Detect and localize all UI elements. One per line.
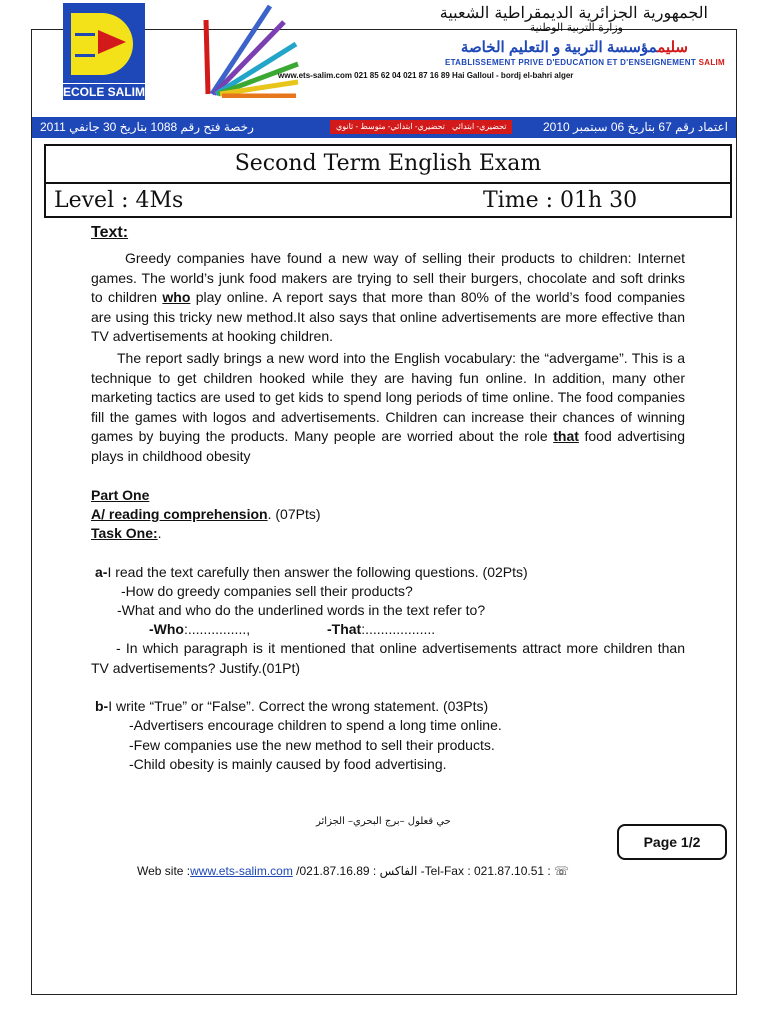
levels-badge-2: تحضيري- ابتدائي bbox=[446, 120, 512, 134]
reading-comprehension-points: . (07Pts) bbox=[267, 506, 321, 522]
part-one-heading: Part One bbox=[91, 487, 150, 503]
footer-phone-fax: /021.87.16.89 : الفاكس -Tel-Fax : 021.87.10.51 : ☏ bbox=[292, 864, 570, 878]
question-3: - In which paragraph is it mentioned that online advertisements attract more children than TV advertisements? Justify.(01Pt) bbox=[91, 640, 685, 676]
paragraph-1-part-a: Greedy companies have found a new way of selling their products to children: Internet games. The world’s junk food makers are trying to sell their burgers, chocolate and soft drinks to children bbox=[91, 250, 685, 306]
underlined-that: that bbox=[553, 428, 579, 445]
statement-1: -Advertisers encourage children to spend a long time online. bbox=[129, 717, 502, 733]
text-heading: Text: bbox=[91, 224, 129, 241]
exam-title-box bbox=[44, 144, 732, 218]
school-logo bbox=[36, 3, 144, 112]
levels-badge: تحضيري- ابتدائي- متوسط - ثانوي bbox=[330, 120, 451, 134]
that-blank: :.................. bbox=[361, 621, 436, 637]
question-a-label: a- bbox=[95, 564, 108, 580]
logo-caption: ECOLE SALIM bbox=[63, 85, 146, 99]
logo-lines bbox=[75, 33, 95, 57]
footer-arabic-address: حي قعلول –برج البحري– الجزائر bbox=[316, 816, 451, 827]
exam-time: Time : 01h 30 bbox=[483, 188, 638, 213]
french-school-suffix: SALIM bbox=[698, 58, 725, 67]
page-number-box: Page 1/2 bbox=[617, 824, 727, 860]
logo-background bbox=[63, 3, 145, 83]
question-b-instruction: I write “True” or “False”. Correct the wrong statement. (03Pts) bbox=[108, 698, 489, 714]
contact-line: www.ets-salim.com 021 85 62 04 021 87 16 89 Hai Galloul - bordj el-bahri alger bbox=[278, 71, 574, 80]
who-blank: :..............., bbox=[183, 621, 251, 637]
task-one-label: Task One: bbox=[91, 525, 158, 541]
exam-title: Second Term English Exam bbox=[234, 151, 542, 176]
reading-comprehension-label: A/ reading comprehension bbox=[91, 506, 268, 522]
reading-comprehension-line bbox=[91, 505, 321, 524]
paragraph-2-part-b: food advertising plays in childhood obesity bbox=[91, 428, 686, 464]
that-answer-line bbox=[327, 620, 435, 639]
exam-level: Level : 4Ms bbox=[54, 188, 184, 213]
website-label: Web site : bbox=[137, 864, 191, 878]
paragraph-1 bbox=[91, 249, 685, 347]
paragraph-1-part-b: play online. A report says that more than 80% of the world’s food companies are using this tricky new method.It also says that online advertisements are more effective than TV advertisements at hooking children. bbox=[91, 289, 686, 345]
who-label: -Who bbox=[149, 621, 184, 637]
pencil-red bbox=[206, 20, 208, 94]
pencils-graphic bbox=[200, 2, 300, 98]
accreditation: اعتماد رقم 67 بتاريخ 06 سبتمبر 2010 bbox=[543, 120, 728, 134]
license-band bbox=[32, 117, 736, 138]
statement-2: -Few companies use the new method to sell their products. bbox=[129, 737, 495, 753]
task-one-line bbox=[91, 524, 162, 543]
question-b-label: b- bbox=[95, 698, 109, 714]
title-divider bbox=[46, 182, 730, 184]
french-school-prefix: ETABLISSEMENT PRIVE D'EDUCATION ET D'ENSEIGNEMENT bbox=[444, 58, 697, 67]
question-b-line bbox=[95, 697, 488, 716]
underlined-who: who bbox=[162, 289, 191, 306]
paragraph-2-part-a: The report sadly brings a new word into the English vocabulary: the “advergame”. This is a technique to get children hooked while they are having fun online. In addition, many other marketing tactics are used to get kids to spend long periods of time online. The food companies fill the games with logos and advertisements. Children can increase their chances of winning games by buying the products. Many people are worried about the role bbox=[91, 350, 685, 445]
french-school-name bbox=[445, 58, 725, 67]
arabic-school-name-highlight: سليم bbox=[657, 39, 688, 56]
website-link[interactable]: www.ets-salim.com bbox=[190, 864, 293, 878]
license-opening: رخصة فتح رقم 1088 بتاريخ 30 جانفي 2011 bbox=[40, 120, 254, 134]
question-1: -How do greedy companies sell their products? bbox=[121, 583, 413, 599]
who-answer-line bbox=[149, 620, 250, 639]
logo-red-flag bbox=[98, 30, 126, 54]
question-2: -What and who do the underlined words in the text refer to? bbox=[117, 602, 486, 618]
that-label: -That bbox=[327, 621, 362, 637]
question-a-line bbox=[95, 563, 528, 582]
arabic-school-name bbox=[461, 38, 688, 56]
statement-3: -Child obesity is mainly caused by food advertising. bbox=[129, 756, 447, 772]
arabic-ministry: وزارة التربية الوطنية bbox=[529, 21, 623, 34]
question-a-instruction: I read the text carefully then answer the following questions. (02Pts) bbox=[107, 564, 528, 580]
task-one-suffix: . bbox=[157, 525, 162, 541]
arabic-republic-title: الجمهورية الجزائرية الديمقراطية الشعبية bbox=[439, 3, 708, 22]
footer-contact bbox=[137, 864, 569, 878]
arabic-school-prefix: مؤسسة التربية و التعليم الخاصة bbox=[460, 39, 658, 56]
paragraph-2 bbox=[91, 349, 685, 467]
